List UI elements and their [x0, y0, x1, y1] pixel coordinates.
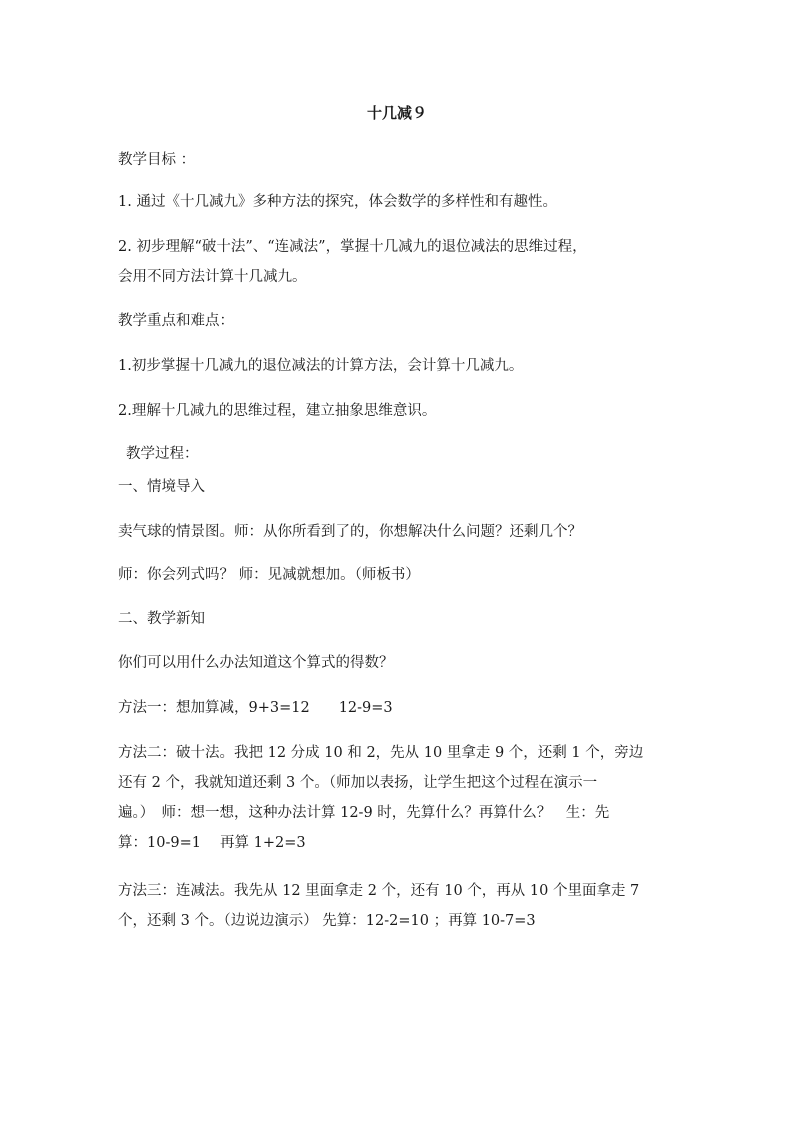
method-2-line-4: 算：10-9=1 再算 1+2=3 — [118, 835, 306, 851]
objectives-heading: 教学目标 ： — [118, 152, 196, 168]
objective-1: 1. 通过《十几减九》多种方法的探究，体会数学的多样性和有趣性。 — [118, 194, 557, 210]
method-2-line-2: 还有 2 个，我就知道还剩 3 个。（师加以表扬，让学生把这个过程在演示一 — [118, 775, 598, 791]
section-2-heading: 二、教学新知 — [118, 611, 205, 627]
keypoint-2: 2.理解十几减九的思维过程，建立抽象思维意识。 — [118, 403, 437, 419]
section-1-paragraph-2: 师：你会列式吗？ 师：见减就想加。（师板书） — [118, 567, 420, 583]
objective-2-line-2: 会用不同方法计算十几减九。 — [118, 269, 307, 285]
method-2-line-3: 遍。） 师：想一想，这种办法计算 12-9 时，先算什么？再算什么？ 生：先 — [118, 805, 610, 821]
method-2-line-1: 方法二：破十法。我把 12 分成 10 和 2，先从 10 里拿走 9 个，还剩 1 个，旁边 — [118, 745, 644, 761]
objective-2 — [118, 232, 678, 292]
method-3-line-2: 个，还剩 3 个。（边说边演示） 先算：12-2=10 ；再算 10-7=3 — [118, 913, 536, 929]
keypoint-1: 1.初步掌握十几减九的退位减法的计算方法，会计算十几减九。 — [118, 358, 524, 374]
section-1-heading: 一、情境导入 — [118, 479, 205, 495]
section-1-paragraph-1: 卖气球的情景图。师：从你所看到了的，你想解决什么问题？还剩几个？ — [118, 524, 582, 540]
method-3 — [118, 876, 678, 936]
keypoints-heading: 教学重点和难点： — [118, 313, 234, 329]
section-2-paragraph-1: 你们可以用什么办法知道这个算式的得数？ — [118, 655, 394, 671]
method-3-line-1: 方法三：连减法。我先从 12 里面拿走 2 个，还有 10 个，再从 10 个里面拿走 7 — [118, 883, 640, 899]
process-heading: 教学过程： — [126, 446, 199, 462]
method-2 — [118, 738, 678, 858]
method-1: 方法一：想加算减，9+3=12 12-9=3 — [118, 700, 393, 716]
document-title: 十几减９ — [366, 104, 427, 122]
objective-2-line-1: 2. 初步理解“破十法”、“连减法”，掌握十几减九的退位减法的思维过程， — [118, 239, 587, 255]
